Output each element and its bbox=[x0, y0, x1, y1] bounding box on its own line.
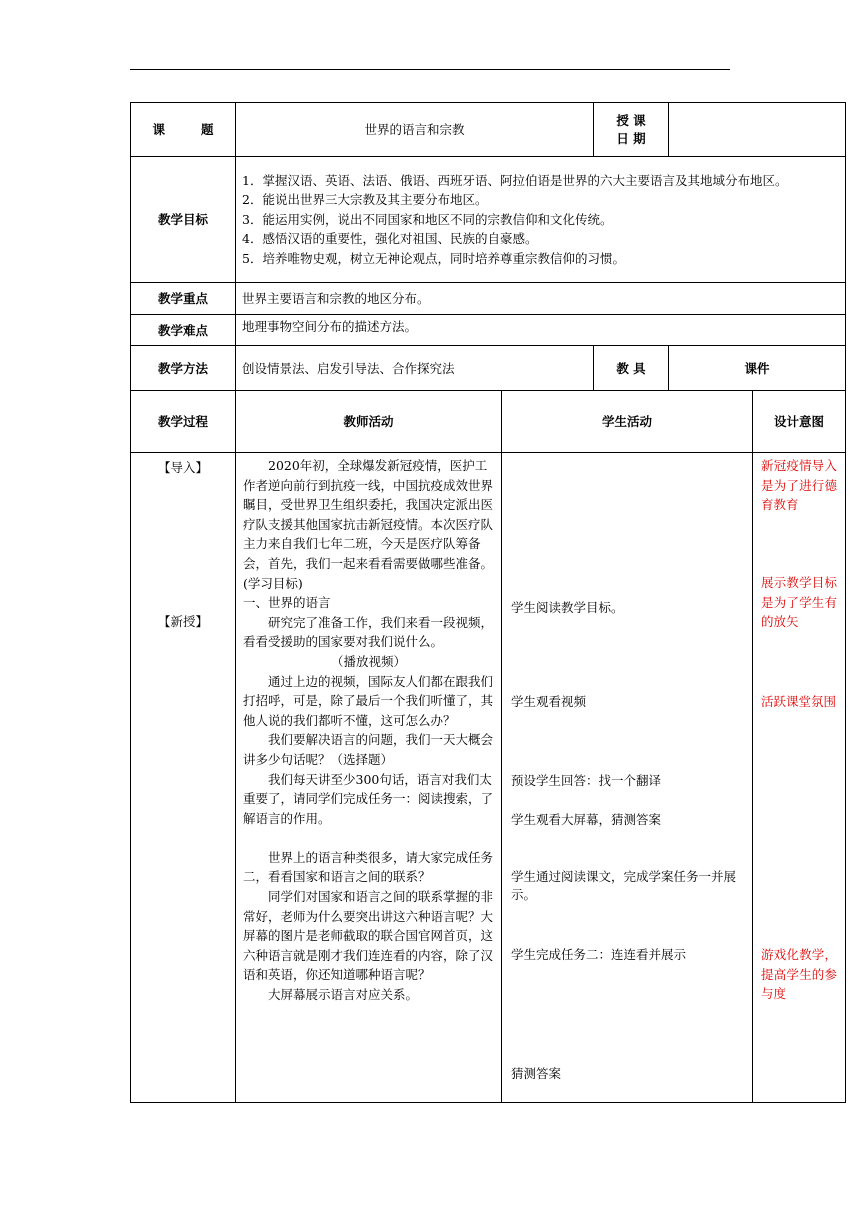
difficulty-label: 教学难点 bbox=[131, 315, 236, 346]
student-guess-screen: 学生观看大屏幕，猜测答案 bbox=[511, 812, 662, 827]
goals-list bbox=[236, 157, 846, 283]
date-label-line1: 授 课 bbox=[616, 112, 646, 128]
method-text: 创设情景法、启发引导法、合作探究法 bbox=[236, 346, 594, 391]
intent-moral-education: 新冠疫情导入是为了进行德育教育 bbox=[761, 458, 838, 513]
stage-cell bbox=[131, 453, 236, 1103]
key-point-row bbox=[131, 283, 846, 315]
header-rule bbox=[130, 69, 730, 70]
stage-new: 【新授】 bbox=[157, 614, 208, 629]
lesson-plan-table bbox=[130, 102, 846, 1103]
goal-item: 2．能说出世界三大宗教及其主要分布地区。 bbox=[242, 192, 488, 208]
lesson-row bbox=[131, 103, 846, 157]
teacher-play-video: （播放视频） bbox=[330, 653, 406, 669]
tools-value: 课件 bbox=[669, 346, 846, 391]
method-row bbox=[131, 346, 846, 391]
tools-label: 教 具 bbox=[594, 346, 669, 391]
stage-intro: 【导入】 bbox=[157, 460, 208, 475]
goal-item: 4．感悟汉语的重要性，强化对祖国、民族的自豪感。 bbox=[242, 231, 538, 247]
key-point-label: 教学重点 bbox=[131, 283, 236, 315]
date-label bbox=[594, 103, 669, 157]
date-label-line2: 日 期 bbox=[616, 130, 646, 146]
teacher-section-heading: 一、世界的语言 bbox=[243, 595, 331, 611]
difficulty-row bbox=[131, 315, 846, 346]
process-header-row bbox=[131, 391, 846, 453]
student-answer-translate: 预设学生回答：找一个翻译 bbox=[511, 773, 662, 788]
lesson-label: 课 题 bbox=[131, 103, 236, 157]
key-point-text: 世界主要语言和宗教的地区分布。 bbox=[236, 283, 846, 315]
student-task-two: 学生完成任务二：连连看并展示 bbox=[511, 947, 687, 962]
goal-item: 1．掌握汉语、英语、法语、俄语、西班牙语、阿拉伯语是世界的六大主要语言及其地域分布地区。 bbox=[242, 172, 788, 188]
teacher-greeting-question: 通过上边的视频，国际友人们都在跟我们打招呼，可是，除了最后一个我们听懂了，其他人说的我们都听不懂，这可怎么办？ bbox=[243, 673, 494, 728]
process-col-stage: 教学过程 bbox=[131, 391, 236, 453]
process-col-teacher: 教师活动 bbox=[236, 391, 502, 453]
student-guess-answer: 猜测答案 bbox=[511, 1066, 562, 1081]
student-watch-video: 学生观看视频 bbox=[511, 694, 587, 709]
goals-label: 教学目标 bbox=[131, 157, 236, 283]
teacher-screen-display: 大屏幕展示语言对应关系。 bbox=[268, 987, 419, 1003]
method-label: 教学方法 bbox=[131, 346, 236, 391]
teacher-video-intro: 研究完了准备工作，我们来看一段视频，看看受援助的国家要对我们说什么。 bbox=[243, 614, 494, 650]
process-col-intent: 设计意图 bbox=[753, 391, 846, 453]
teacher-six-languages: 同学们对国家和语言之间的联系掌握的非常好，老师为什么要突出讲这六种语言呢？大屏幕的图片是老师截取的联合国官网首页，这六种语言就是刚才我们连连看的内容，除了汉语和英语，你还知道哪种语言呢？ bbox=[243, 889, 494, 983]
student-read-goals: 学生阅读教学目标。 bbox=[511, 600, 624, 615]
intent-active-class: 活跃课堂氛围 bbox=[761, 694, 837, 709]
student-task-one: 学生通过阅读课文，完成学案任务一并展示。 bbox=[511, 869, 737, 902]
teacher-cell bbox=[236, 453, 502, 1103]
teacher-task-one: 我们每天讲至少300句话，语言对我们太重要了，请同学们完成任务一：阅读搜索，了解语言的作用。 bbox=[243, 771, 494, 826]
intent-show-goals: 展示教学目标是为了学生有的放矢 bbox=[761, 575, 838, 630]
goal-item: 5．培养唯物史观，树立无神论观点，同时培养尊重宗教信仰的习惯。 bbox=[242, 250, 625, 266]
teacher-spacer bbox=[243, 828, 494, 848]
process-col-student: 学生活动 bbox=[502, 391, 753, 453]
process-body-row bbox=[131, 453, 846, 1103]
intent-gamified: 游戏化教学，提高学生的参与度 bbox=[761, 947, 838, 1002]
lesson-title: 世界的语言和宗教 bbox=[236, 103, 594, 157]
teacher-intro-text: 2020年初，全球爆发新冠疫情，医护工作者逆向前行到抗疫一线，中国抗疫成效世界瞩目，受世界卫生组织委托，我国决定派出医疗队支援其他国家抗击新冠疫情。本次医疗队主力来自我们七年二班，今天是医疗队筹备会，首先，我们一起来看看需要做哪些准备。(学习目标) bbox=[243, 458, 494, 591]
date-value bbox=[669, 103, 846, 157]
difficulty-text: 地理事物空间分布的描述方法。 bbox=[236, 315, 846, 346]
intent-cell bbox=[753, 453, 846, 1103]
student-cell bbox=[502, 453, 753, 1103]
teacher-sentence-question: 我们要解决语言的问题，我们一天大概会讲多少句话呢？（选择题） bbox=[243, 732, 494, 767]
goal-item: 3．能运用实例，说出不同国家和地区不同的宗教信仰和文化传统。 bbox=[242, 211, 613, 227]
goals-row bbox=[131, 157, 846, 283]
teacher-task-two: 世界上的语言种类很多，请大家完成任务二，看看国家和语言之间的联系？ bbox=[243, 849, 494, 885]
